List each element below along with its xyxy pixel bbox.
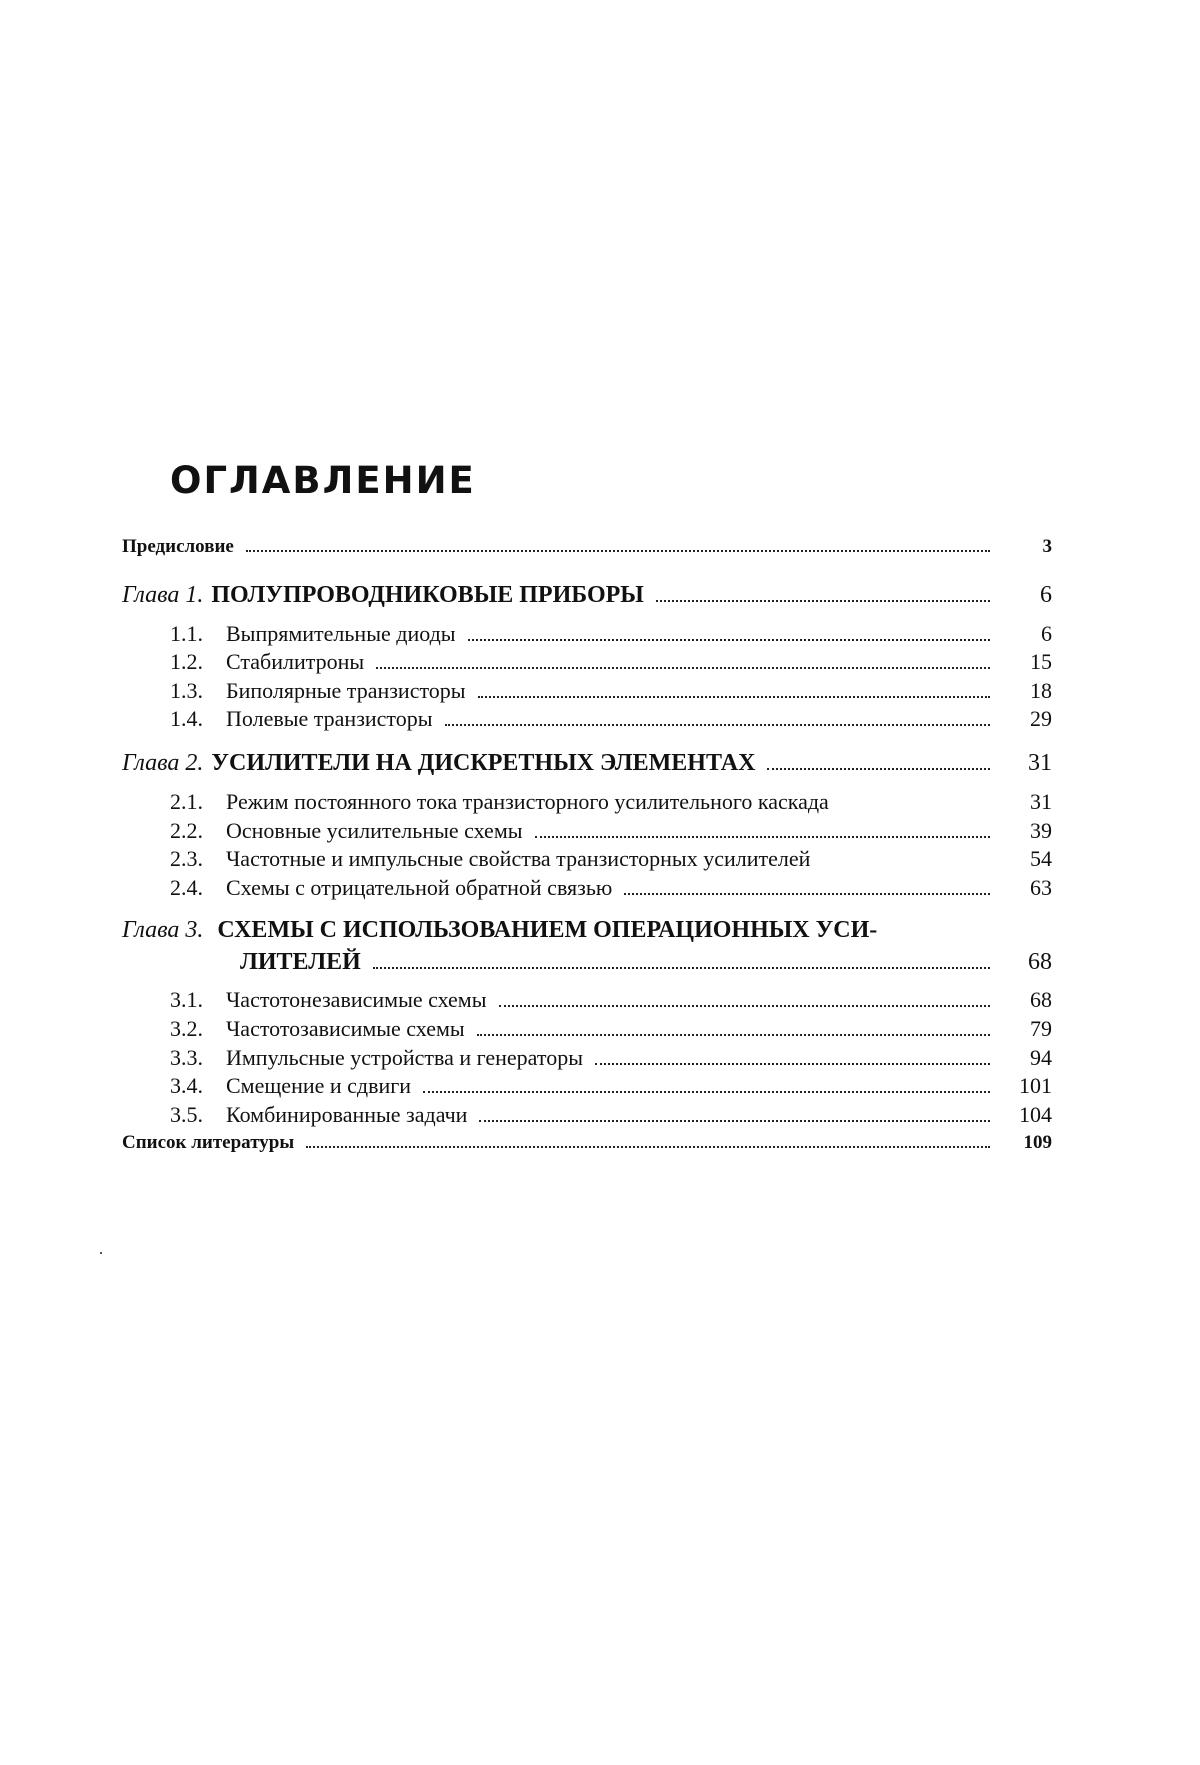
section-number: 2.1. — [170, 788, 203, 814]
dot-leader — [477, 1034, 990, 1036]
dot-leader — [306, 1146, 990, 1148]
page-number: 15 — [1030, 649, 1052, 675]
toc-section — [122, 1072, 1052, 1101]
toc-section — [122, 845, 1052, 874]
page-number: 3 — [1042, 536, 1052, 557]
chapter-label: Глава 1. — [122, 581, 204, 608]
section-title: Выпрямительные диоды — [226, 620, 456, 646]
entry-title: Предисловие — [122, 536, 234, 557]
section-number: 1.3. — [170, 677, 203, 703]
section-number: 3.5. — [170, 1101, 203, 1127]
toc-section — [122, 1101, 1052, 1130]
page-number: 6 — [1040, 581, 1052, 608]
toc-section — [122, 817, 1052, 846]
toc-section — [122, 788, 1052, 817]
page-number: 101 — [1019, 1073, 1052, 1099]
toc-chapter-3 — [122, 914, 1052, 978]
dot-leader — [445, 724, 990, 726]
section-title: Режим постоянного тока транзисторного усилительного каскада — [226, 788, 829, 814]
section-number: 1.2. — [170, 649, 203, 675]
page-number: 109 — [1023, 1132, 1052, 1154]
section-number: 3.4. — [170, 1073, 203, 1099]
toc-section — [122, 986, 1052, 1015]
dot-leader — [468, 639, 990, 641]
page-number: 6 — [1041, 620, 1052, 646]
section-number: 1.1. — [170, 620, 203, 646]
page-number: 104 — [1019, 1101, 1052, 1127]
section-title: Импульсные устройства и генераторы — [226, 1044, 583, 1070]
section-number: 3.3. — [170, 1044, 203, 1070]
dot-leader — [478, 696, 990, 698]
page-number: 29 — [1030, 706, 1052, 732]
toc-section — [122, 648, 1052, 677]
section-number: 3.1. — [170, 987, 203, 1013]
page-number: 31 — [1030, 788, 1052, 814]
toc-chapter-2 — [122, 746, 1052, 780]
section-title: Биполярные транзисторы — [226, 677, 466, 703]
chapter-title-line-1: СХЕМЫ С ИСПОЛЬЗОВАНИЕМ ОПЕРАЦИОННЫХ УСИ- — [217, 917, 878, 944]
page-number: 39 — [1030, 817, 1052, 843]
dot-leader — [535, 836, 990, 838]
dot-leader — [246, 550, 990, 552]
chapter-title: УСИЛИТЕЛИ НА ДИСКРЕТНЫХ ЭЛЕМЕНТАХ — [211, 749, 756, 776]
chapter-title: ПОЛУПРОВОДНИКОВЫЕ ПРИБОРЫ — [211, 581, 644, 608]
dot-leader — [479, 1120, 990, 1122]
section-number: 1.4. — [170, 706, 203, 732]
toc-section — [122, 874, 1052, 903]
stray-mark — [100, 1252, 102, 1254]
page-number: 68 — [1028, 949, 1052, 976]
page-number: 54 — [1030, 846, 1052, 872]
entry-title: Список литературы — [122, 1132, 295, 1154]
page-number: 18 — [1030, 677, 1052, 703]
dot-leader — [376, 667, 990, 669]
section-number: 2.4. — [170, 874, 203, 900]
dot-leader — [767, 768, 990, 770]
page-number: 63 — [1030, 874, 1052, 900]
page-title: ОГЛАВЛЕНИЕ — [170, 459, 476, 502]
page-number: 94 — [1030, 1044, 1052, 1070]
dot-leader — [499, 1005, 990, 1007]
section-title: Комбинированные задачи — [226, 1101, 468, 1127]
dot-leader — [595, 1063, 990, 1065]
toc-chapter-1 — [122, 578, 1052, 612]
section-title: Частотные и импульсные свойства транзисторных усилителей — [226, 846, 811, 872]
section-title: Полевые транзисторы — [226, 706, 433, 732]
dot-leader — [656, 600, 990, 602]
dot-leader — [624, 893, 990, 895]
section-title: Основные усилительные схемы — [226, 817, 523, 843]
dot-leader — [373, 967, 990, 969]
toc-entry-references — [122, 1129, 1052, 1158]
toc-section — [122, 677, 1052, 706]
table-of-contents — [122, 459, 1052, 1158]
section-title: Стабилитроны — [226, 649, 365, 675]
section-number: 2.2. — [170, 817, 203, 843]
section-title: Схемы с отрицательной обратной связью — [226, 874, 613, 900]
toc-entry-preface — [122, 533, 1052, 562]
section-number: 3.2. — [170, 1015, 203, 1041]
dot-leader — [423, 1091, 990, 1093]
page-number: 79 — [1030, 1015, 1052, 1041]
toc-section — [122, 1015, 1052, 1044]
toc-section — [122, 1044, 1052, 1073]
section-number: 2.3. — [170, 846, 203, 872]
chapter-title-line-2: ЛИТЕЛЕЙ — [240, 949, 361, 976]
page-number: 68 — [1030, 987, 1052, 1013]
page-number: 31 — [1028, 749, 1052, 776]
section-title: Частотонезависимые схемы — [226, 987, 487, 1013]
section-title: Частотозависимые схемы — [226, 1015, 465, 1041]
chapter-label: Глава 3. — [122, 917, 204, 944]
toc-section — [122, 620, 1052, 649]
toc-section — [122, 705, 1052, 734]
section-title: Смещение и сдвиги — [226, 1073, 412, 1099]
chapter-label: Глава 2. — [122, 749, 204, 776]
